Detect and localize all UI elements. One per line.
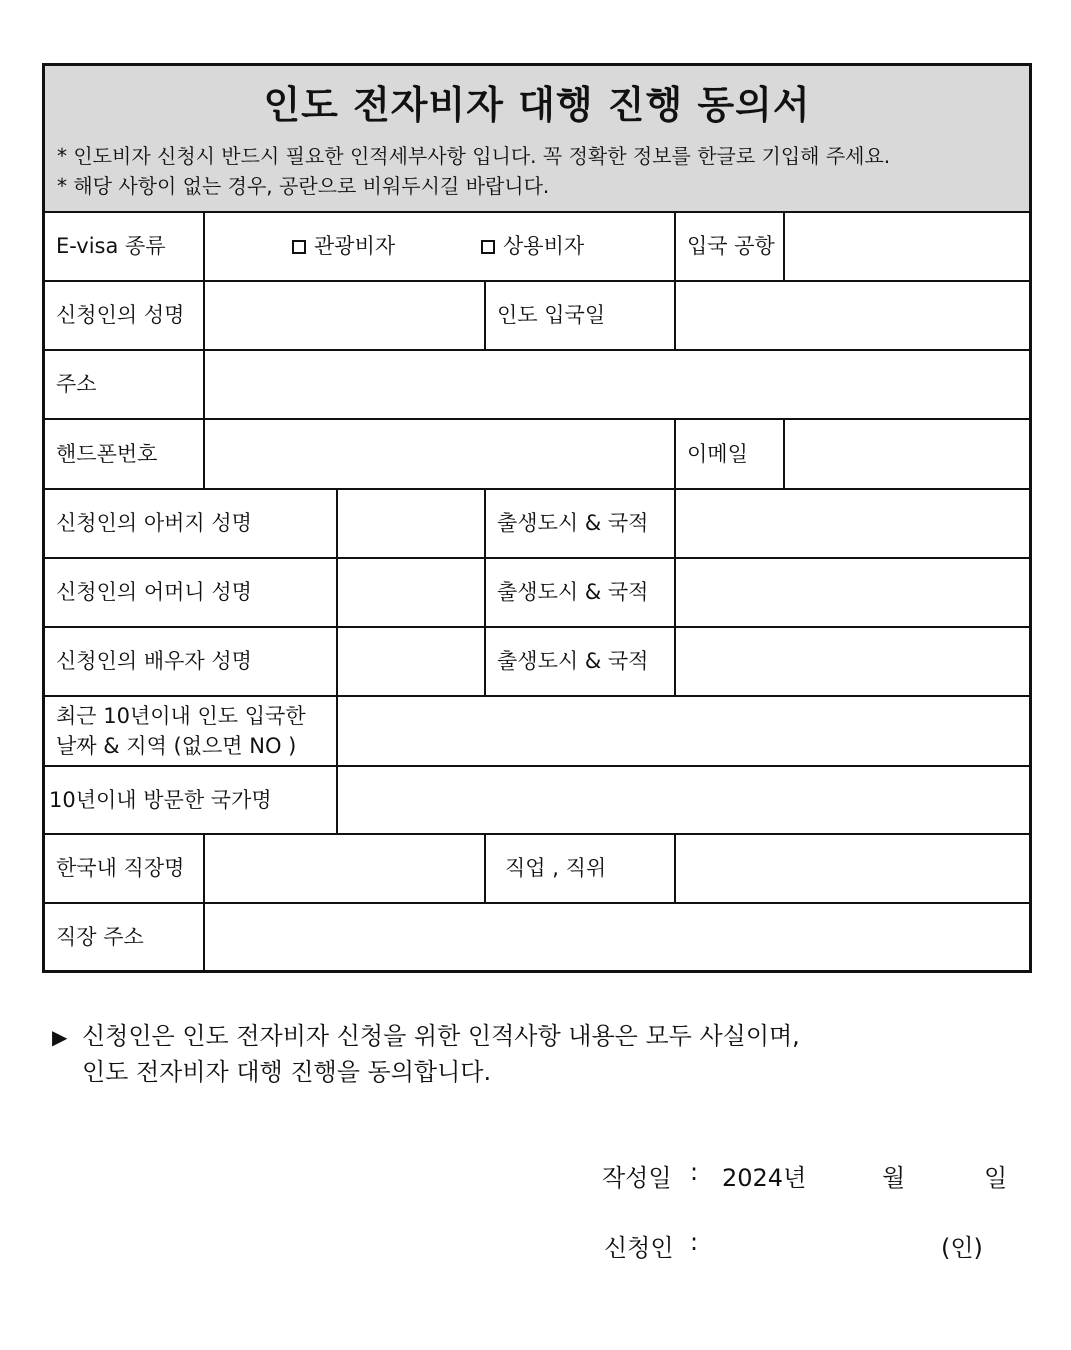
address-label: 주소 — [45, 351, 205, 420]
applicant-name-label: 신청인의 성명 — [45, 282, 205, 351]
consent-form — [42, 63, 1032, 973]
workplace-field[interactable] — [205, 835, 486, 904]
tourist-visa-label: 관광비자 — [314, 234, 396, 259]
mother-birth-city-label: 출생도시 & 국적 — [486, 559, 676, 628]
date-colon: : — [690, 1158, 699, 1186]
spouse-name-field[interactable] — [338, 628, 486, 697]
business-visa-label: 상용비자 — [503, 234, 585, 259]
date-month[interactable]: 월 — [882, 1164, 906, 1192]
triangle-bullet-icon: ▶ — [52, 1025, 68, 1049]
mother-birth-city-field[interactable] — [676, 559, 1029, 628]
spouse-birth-city-field[interactable] — [676, 628, 1029, 697]
recent-entry-label-line2: 날짜 & 지역 (없으면 NO ) — [56, 734, 297, 758]
mother-name-field[interactable] — [338, 559, 486, 628]
occupation-field[interactable] — [676, 835, 1029, 904]
date-year[interactable]: 2024년 — [722, 1164, 807, 1192]
entry-date-label: 인도 입국일 — [486, 282, 676, 351]
tourist-visa-checkbox[interactable] — [292, 240, 306, 254]
recent-entry-field[interactable] — [338, 697, 1029, 767]
father-name-field[interactable] — [338, 490, 486, 559]
applicant-signature-label: 신청인 — [604, 1234, 674, 1262]
tourist-visa-option[interactable] — [292, 213, 395, 280]
evisa-type-options — [205, 213, 676, 282]
entry-airport-label: 입국 공항 — [676, 213, 785, 282]
agreement-line-1: 신청인은 인도 전자비자 신청을 위한 인적사항 내용은 모두 사실이며, — [82, 1022, 800, 1050]
applicant-colon: : — [690, 1228, 699, 1256]
business-visa-option[interactable] — [481, 213, 584, 280]
evisa-type-label: E-visa 종류 — [45, 213, 205, 282]
form-header — [45, 66, 1029, 213]
recent-entry-label — [45, 697, 338, 767]
father-birth-city-label: 출생도시 & 국적 — [486, 490, 676, 559]
address-field[interactable] — [205, 351, 1029, 420]
work-address-field[interactable] — [205, 904, 1029, 970]
applicant-name-field[interactable] — [205, 282, 486, 351]
phone-label: 핸드폰번호 — [45, 420, 205, 490]
visited-countries-field[interactable] — [338, 767, 1029, 835]
work-address-label: 직장 주소 — [45, 904, 205, 970]
form-title: 인도 전자비자 대행 진행 동의서 — [263, 83, 811, 127]
phone-field[interactable] — [205, 420, 676, 490]
mother-name-label: 신청인의 어머니 성명 — [45, 559, 338, 628]
occupation-label: 직업 , 직위 — [486, 835, 676, 904]
workplace-label: 한국내 직장명 — [45, 835, 205, 904]
entry-date-field[interactable] — [676, 282, 1029, 351]
email-field[interactable] — [785, 420, 1029, 490]
date-day[interactable]: 일 — [984, 1164, 1008, 1192]
spouse-name-label: 신청인의 배우자 성명 — [45, 628, 338, 697]
father-birth-city-field[interactable] — [676, 490, 1029, 559]
agreement-line-2: 인도 전자비자 대행 진행을 동의합니다. — [82, 1058, 492, 1086]
form-note-1: * 인도비자 신청시 반드시 필요한 인적세부사항 입니다. 꼭 정확한 정보를 한글로 기입해 주세요. — [57, 144, 891, 168]
email-label: 이메일 — [676, 420, 785, 490]
seal-mark[interactable]: (인) — [941, 1234, 983, 1262]
entry-airport-field[interactable] — [785, 213, 1029, 282]
agreement-statement — [52, 1018, 800, 1090]
business-visa-checkbox[interactable] — [481, 240, 495, 254]
father-name-label: 신청인의 아버지 성명 — [45, 490, 338, 559]
form-note-2: * 해당 사항이 없는 경우, 공란으로 비워두시길 바랍니다. — [57, 174, 550, 198]
visited-countries-label: 10년이내 방문한 국가명 — [45, 767, 338, 835]
recent-entry-label-line1: 최근 10년이내 인도 입국한 — [56, 703, 306, 728]
date-label: 작성일 — [602, 1164, 672, 1192]
spouse-birth-city-label: 출생도시 & 국적 — [486, 628, 676, 697]
